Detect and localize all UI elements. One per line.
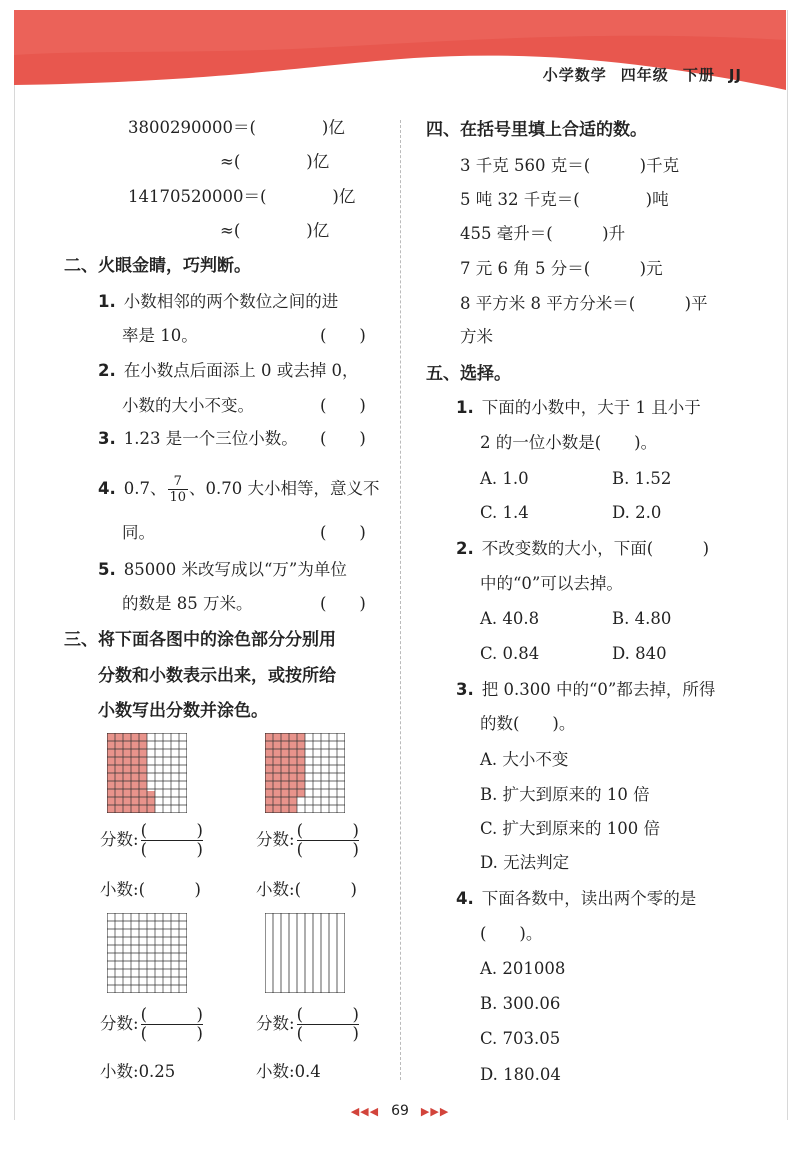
page-header <box>14 10 786 90</box>
sec4-line-3: 455 毫升＝( )升 <box>460 224 626 243</box>
prev-arrows-icon: ◀◀◀ <box>350 1105 380 1118</box>
denominator-blank[interactable]: ( ) <box>140 840 203 859</box>
answer-paren[interactable]: ( ) <box>320 523 366 542</box>
sec2-item-2-line2: 小数的大小不变。 <box>122 396 254 415</box>
sec2-item-5-line2: 的数是 85 万米。 <box>122 594 253 613</box>
sec5-q4-line2: ( )。 <box>480 924 543 943</box>
numerator-blank[interactable]: ( ) <box>140 821 203 840</box>
option[interactable]: B. 4.80 <box>612 609 672 628</box>
option[interactable]: D. 2.0 <box>612 503 662 522</box>
sec5-q1-line2: 2 的一位小数是( )。 <box>480 433 658 452</box>
conversion-line-2: ≈( )亿 <box>220 152 330 171</box>
grid-100-shaded-b[interactable] <box>265 733 345 813</box>
option[interactable]: D. 180.04 <box>480 1065 561 1084</box>
numerator-blank[interactable]: ( ) <box>140 1005 203 1024</box>
answer-paren[interactable]: ( ) <box>320 396 366 415</box>
sec2-item-1: 1. 小数相邻的两个数位之间的进 <box>98 292 339 311</box>
sec2-item-2: 2. 在小数点后面添上 0 或去掉 0， <box>98 361 359 380</box>
conversion-line-4: ≈( )亿 <box>220 221 330 240</box>
numerator-blank[interactable]: ( ) <box>296 1005 359 1024</box>
option[interactable]: A. 1.0 <box>480 469 529 488</box>
fraction-7-10: $\frac{7}{10}$ <box>169 474 187 505</box>
section-2-title: 二、火眼金睛，巧判断。 <box>64 256 251 276</box>
option[interactable]: A. 40.8 <box>480 609 540 628</box>
decimal-answer-a: 小数:( ) <box>100 880 201 899</box>
option[interactable]: C. 0.84 <box>480 644 540 663</box>
fraction-answer-d: 分数: ( ) ( ) <box>256 1005 359 1043</box>
answer-paren[interactable]: ( ) <box>320 594 366 613</box>
decimal-given-d: 小数:0.4 <box>256 1062 321 1081</box>
sec2-item-1-line2: 率是 10。 <box>122 326 198 345</box>
option[interactable]: D. 840 <box>612 644 667 663</box>
sec2-item-3: 3. 1.23 是一个三位小数。 <box>98 429 298 448</box>
sec5-q1: 1. 下面的小数中，大于 1 且小于 <box>456 398 701 417</box>
denominator-blank[interactable]: ( ) <box>296 840 359 859</box>
header-subject: 小学数学 <box>542 66 607 84</box>
sec5-q4: 4. 下面各数中，读出两个零的是 <box>456 889 697 908</box>
section-4-title: 四、在括号里填上合适的数。 <box>426 120 647 140</box>
column-divider <box>400 120 401 1080</box>
option[interactable]: A. 大小不变 <box>480 750 569 769</box>
sec5-q2-line2: 中的“0”可以去掉。 <box>480 574 623 593</box>
sec4-line-6: 方米 <box>460 327 493 346</box>
section-3-title-line1: 三、将下面各图中的涂色部分分别用 <box>64 630 336 650</box>
option[interactable]: B. 300.06 <box>480 994 561 1013</box>
option[interactable]: C. 扩大到原来的 100 倍 <box>480 819 661 838</box>
answer-paren[interactable]: ( ) <box>320 326 366 345</box>
section-3-title-line3: 小数写出分数并涂色。 <box>98 701 268 721</box>
next-arrows-icon: ▶▶▶ <box>420 1105 450 1118</box>
grid-100-shaded-a[interactable] <box>107 733 187 813</box>
grid-10-strips-blank[interactable] <box>265 913 345 993</box>
sec2-item-4-line2: 同。 <box>122 523 155 542</box>
page-number: 69 <box>391 1103 409 1119</box>
answer-paren[interactable]: ( ) <box>320 429 366 448</box>
header-edition: JJ <box>728 66 742 84</box>
conversion-line-3: 14170520000＝( )亿 <box>128 187 356 206</box>
option[interactable]: C. 1.4 <box>480 503 529 522</box>
header-info <box>543 64 742 85</box>
denominator-blank[interactable]: ( ) <box>140 1024 203 1043</box>
decimal-given-c: 小数:0.25 <box>100 1062 176 1081</box>
decimal-blank[interactable]: ( ) <box>138 880 201 899</box>
sec4-line-5: 8 平方米 8 平方分米＝( )平 <box>460 294 708 313</box>
section-3-title-line2: 分数和小数表示出来，或按所给 <box>98 666 336 686</box>
section-5-title: 五、选择。 <box>426 364 511 384</box>
sec4-line-1: 3 千克 560 克＝( )千克 <box>460 156 680 175</box>
grid-100-blank[interactable] <box>107 913 187 993</box>
option[interactable]: B. 扩大到原来的 10 倍 <box>480 785 650 804</box>
header-grade: 四年级 <box>620 66 669 84</box>
sec5-q2: 2. 不改变数的大小，下面( ) <box>456 539 710 558</box>
fraction-answer-a: 分数: ( ) ( ) <box>100 821 203 859</box>
page-footer <box>0 1103 800 1119</box>
decimal-answer-b: 小数:( ) <box>256 880 357 899</box>
sec5-q3: 3. 把 0.300 中的“0”都去掉，所得 <box>456 680 716 699</box>
option[interactable]: C. 703.05 <box>480 1029 561 1048</box>
sec2-item-5: 5. 85000 米改写成以“万”为单位 <box>98 560 347 579</box>
header-volume: 下册 <box>682 66 715 84</box>
sec5-q3-line2: 的数( )。 <box>480 714 576 733</box>
fraction-answer-c: 分数: ( ) ( ) <box>100 1005 203 1043</box>
sec2-item-4: 4. 0.7、 $\frac{7}{10}$ 、0.70 大小相等，意义不 <box>98 474 380 505</box>
sec4-line-4: 7 元 6 角 5 分＝( )元 <box>460 259 663 278</box>
option[interactable]: B. 1.52 <box>612 469 672 488</box>
option[interactable]: A. 201008 <box>480 959 566 978</box>
numerator-blank[interactable]: ( ) <box>296 821 359 840</box>
fraction-answer-b: 分数: ( ) ( ) <box>256 821 359 859</box>
option[interactable]: D. 无法判定 <box>480 853 570 872</box>
denominator-blank[interactable]: ( ) <box>296 1024 359 1043</box>
sec4-line-2: 5 吨 32 千克＝( )吨 <box>460 190 669 209</box>
decimal-blank[interactable]: ( ) <box>294 880 357 899</box>
conversion-line-1: 3800290000＝( )亿 <box>128 118 345 137</box>
